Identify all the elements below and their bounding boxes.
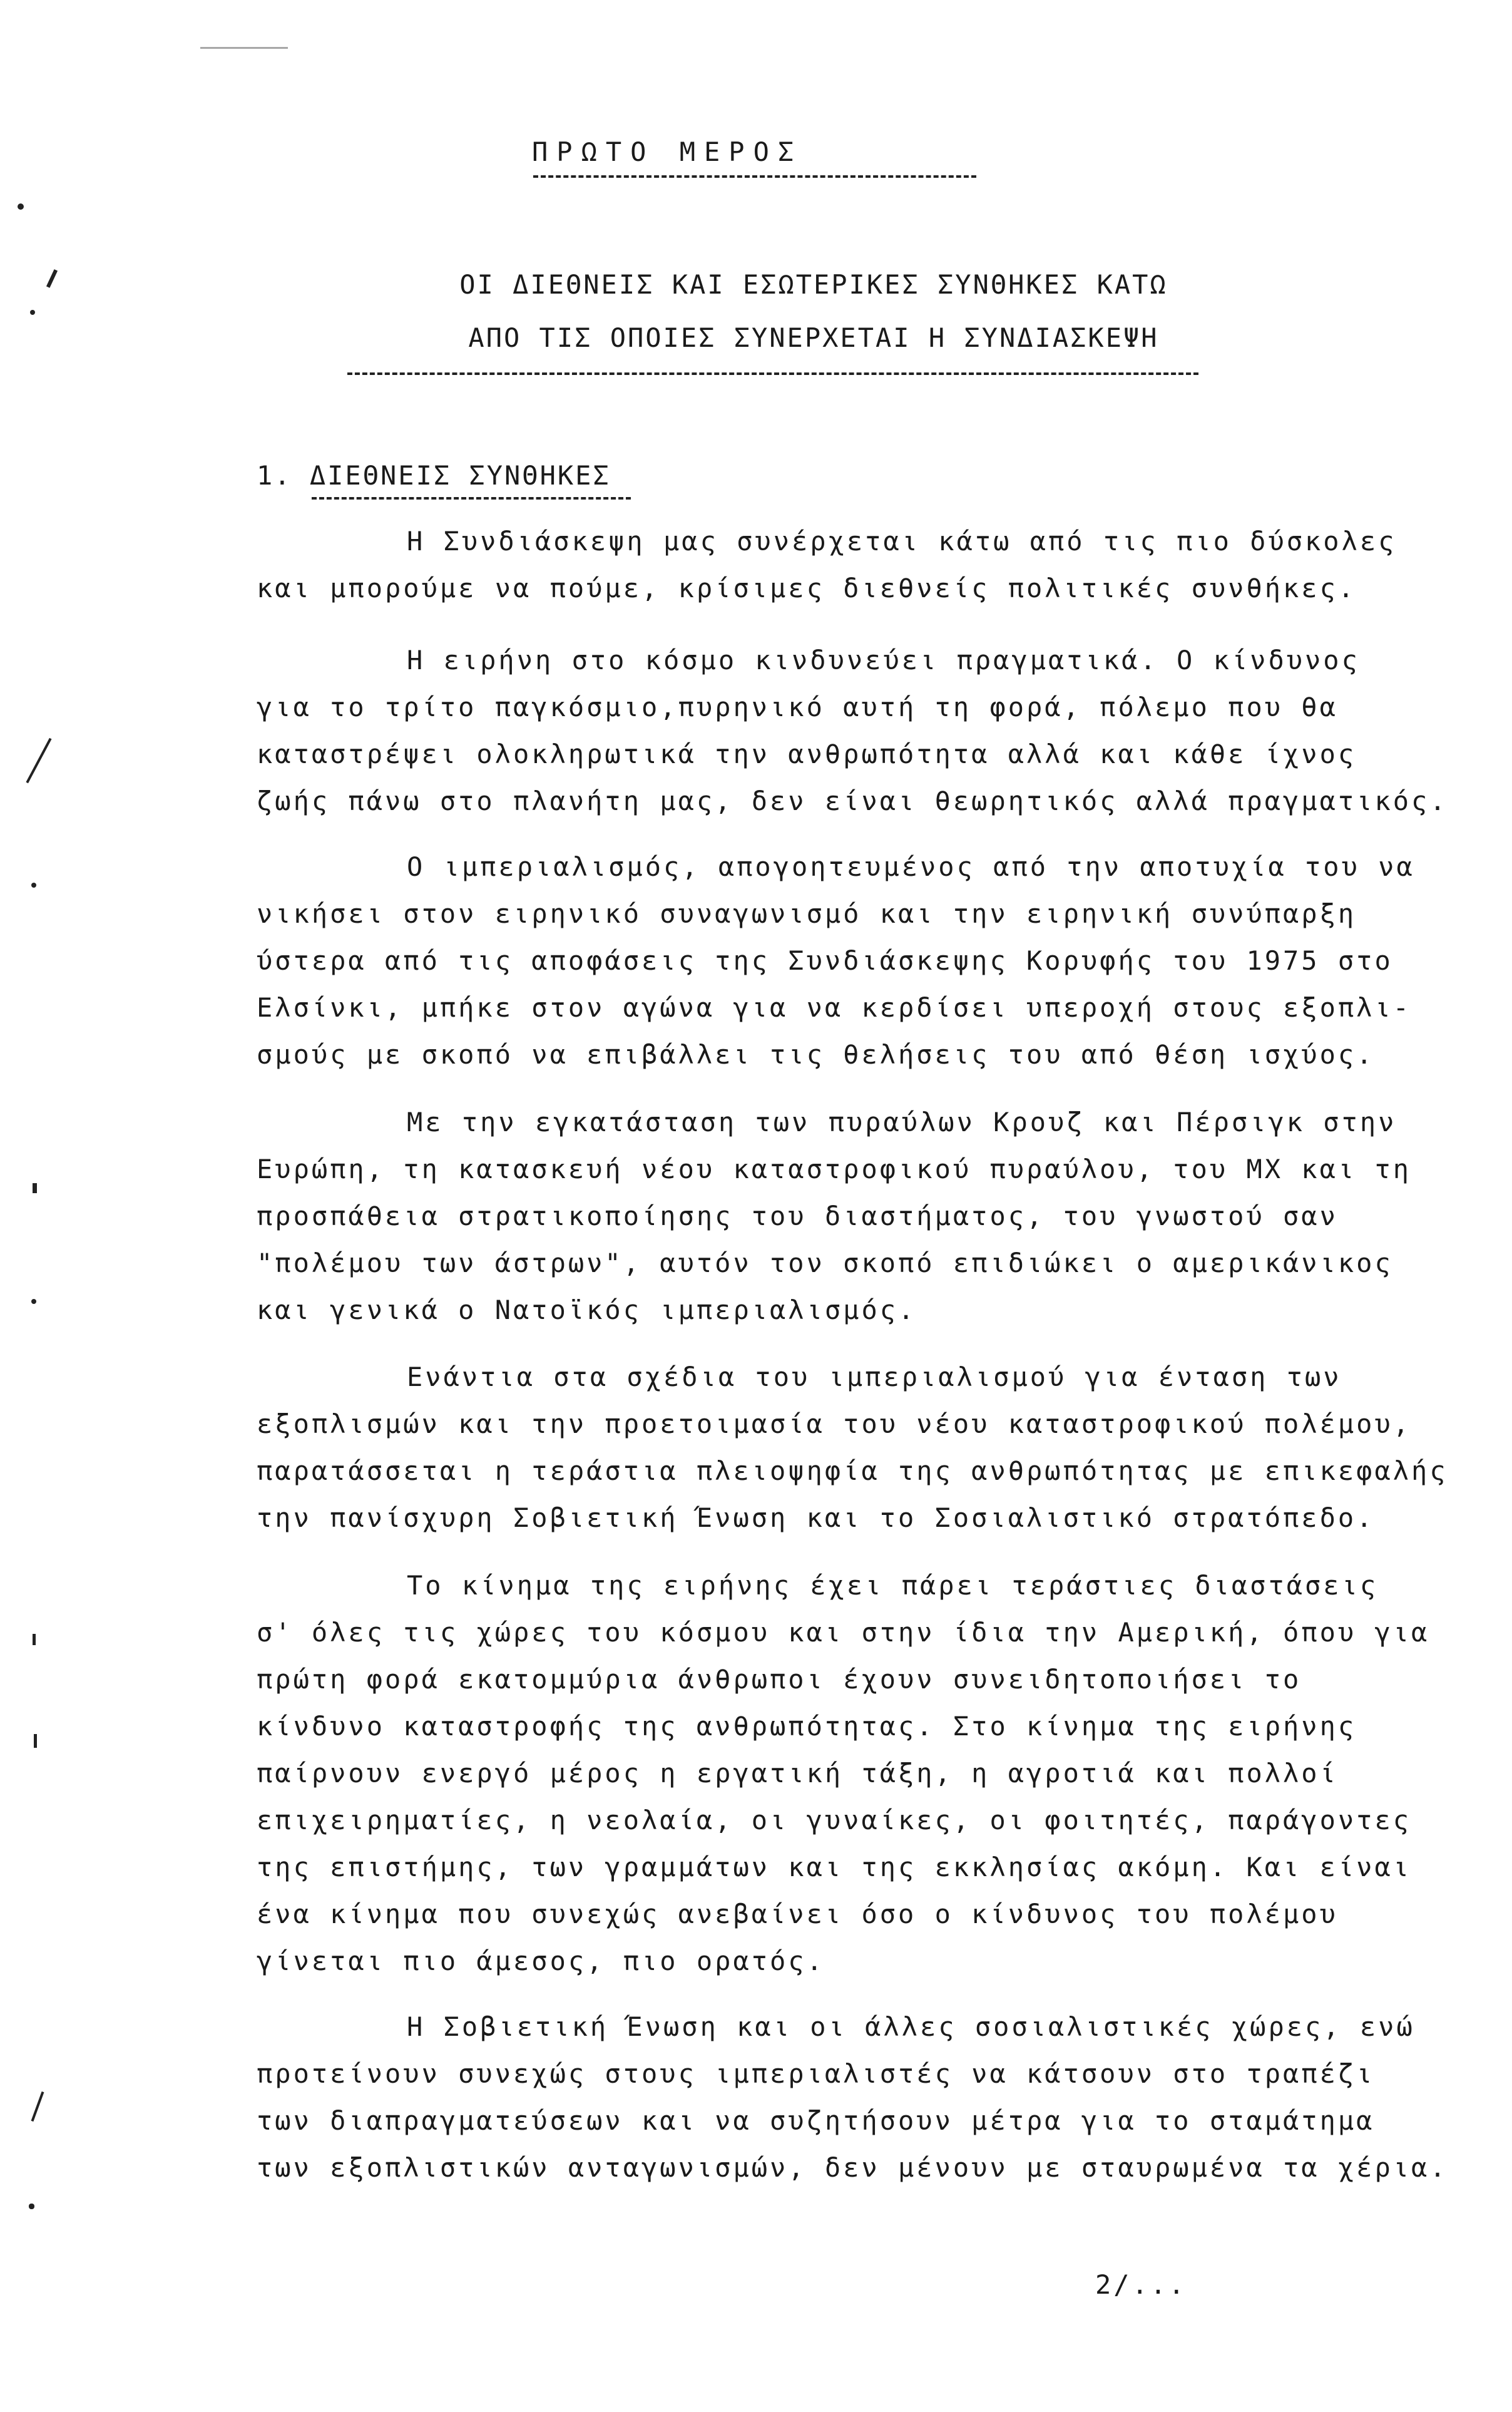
scan-speck: [46, 269, 58, 288]
scan-speck: [33, 1183, 37, 1193]
paragraph-line: των εξοπλιστικών ανταγωνισμών, δεν μένουν με σταυρωμένα τα χέρια.: [257, 2152, 1448, 2183]
paragraph-line: Ελσίνκι, μπήκε στον αγώνα για να κερδίσει υπεροχή στους εξοπλι-: [257, 992, 1412, 1023]
paragraph-line: προσπάθεια στρατικοποίησης του διαστήματος, του γνωστού σαν: [257, 1201, 1338, 1231]
paragraph-line: της επιστήμης, των γραμμάτων και της εκκλησίας ακόμη. Και είναι: [257, 1852, 1412, 1882]
paragraph-line: νικήσει στον ειρηνικό συναγωνισμό και την ειρηνική συνύπαρξη: [257, 898, 1357, 929]
paragraph-line: σμούς με σκοπό να επιβάλλει τις θελήσεις του από θέση ισχύος.: [257, 1039, 1375, 1070]
paragraph-line: ζωής πάνω στο πλανήτη μας, δεν είναι θεωρητικός αλλά πραγματικός.: [257, 786, 1448, 816]
part-title-underline: [533, 175, 976, 178]
paragraph-line: την πανίσχυρη Σοβιετική Ένωση και το Σοσιαλιστικό στρατόπεδο.: [257, 1502, 1375, 1533]
paragraph-line: για το τρίτο παγκόσμιο,πυρηνικό αυτή τη φορά, πόλεμο που θα: [257, 692, 1338, 722]
scan-speck: [30, 310, 35, 315]
page-continuation-marker: 2/...: [1095, 2269, 1187, 2300]
scan-speck: [34, 1734, 37, 1748]
paragraph-line: Το κίνημα της ειρήνης έχει πάρει τεράστιες διαστάσεις: [407, 1570, 1379, 1601]
subtitle-underline: [347, 372, 1198, 375]
paragraph-line: παίρνουν ενεργό μέρος η εργατική τάξη, η αγροτιά και πολλοί: [257, 1758, 1338, 1788]
section-heading-underline: [312, 497, 631, 500]
scan-stroke: [26, 738, 51, 784]
paragraph-line: επιχειρηματίες, η νεολαία, οι γυναίκες, οι φοιτητές, παράγοντες: [257, 1805, 1412, 1835]
part-title: ΠΡΩΤΟ ΜΕΡΟΣ: [532, 136, 803, 167]
paragraph-line: "πολέμου των άστρων", αυτόν τον σκοπό επιδιώκει ο αμερικάνικος: [257, 1248, 1393, 1278]
paragraph-line: καταστρέψει ολοκληρωτικά την ανθρωπότητα αλλά και κάθε ίχνος: [257, 739, 1357, 769]
paragraph-line: κίνδυνο καταστροφής της ανθρωπότητας. Στο κίνημα της ειρήνης: [257, 1711, 1357, 1742]
paragraph-line: εξοπλισμών και την προετοιμασία του νέου καταστροφικού πολέμου,: [257, 1409, 1412, 1439]
paragraph-line: Η Συνδιάσκεψη μας συνέρχεται κάτω από τις πιο δύσκολες: [407, 526, 1397, 557]
paragraph-line: γίνεται πιο άμεσος, πιο ορατός.: [257, 1946, 825, 1976]
part-subtitle-line-2: ΑΠΟ ΤΙΣ ΟΠΟΙΕΣ ΣΥΝΕΡΧΕΤΑΙ Η ΣΥΝΔΙΑΣΚΕΨΗ: [468, 322, 1159, 353]
paragraph-line: Η Σοβιετική Ένωση και οι άλλες σοσιαλιστικές χώρες, ενώ: [407, 2011, 1415, 2042]
paragraph-line: σ' όλες τις χώρες του κόσμου και στην ίδια την Αμερική, όπου για: [257, 1617, 1430, 1648]
paragraph-line: προτείνουν συνεχώς στους ιμπεριαλιστές να κάτσουν στο τραπέζι: [257, 2058, 1375, 2089]
paragraph-line: και γενικά ο Νατοϊκός ιμπεριαλισμός.: [257, 1295, 917, 1325]
scan-speck: [33, 1634, 36, 1645]
paragraph-line: Η ειρήνη στο κόσμο κινδυνεύει πραγματικά. Ο κίνδυνος: [407, 645, 1360, 675]
paragraph-line: ύστερα από τις αποφάσεις της Συνδιάσκεψης Κορυφής του 1975 στο: [257, 945, 1393, 976]
paragraph-line: Ενάντια στα σχέδια του ιμπεριαλισμού για ένταση των: [407, 1362, 1342, 1392]
paragraph-line: παρατάσσεται η τεράστια πλειοψηφία της ανθρωπότητας με επικεφαλής: [257, 1455, 1448, 1486]
section-heading: 1. ΔΙΕΘΝΕΙΣ ΣΥΝΘΗΚΕΣ: [257, 460, 611, 491]
part-subtitle-line-1: ΟΙ ΔΙΕΘΝΕΙΣ ΚΑΙ ΕΣΩΤΕΡΙΚΕΣ ΣΥΝΘΗΚΕΣ ΚΑΤΩ: [459, 269, 1168, 300]
paragraph-line: Ευρώπη, τη κατασκευή νέου καταστροφικού πυραύλου, του ΜΧ και τη: [257, 1154, 1412, 1184]
scan-speck: [18, 203, 24, 210]
scan-speck: [29, 2204, 34, 2209]
paragraph-line: Ο ιμπεριαλισμός, απογοητευμένος από την αποτυχία του να: [407, 851, 1415, 882]
paragraph-line: ένα κίνημα που συνεχώς ανεβαίνει όσο ο κίνδυνος του πολέμου: [257, 1899, 1338, 1929]
scan-speck: [200, 47, 288, 49]
paragraph-line: Με την εγκατάσταση των πυραύλων Κρουζ και Πέρσιγκ στην: [407, 1107, 1397, 1137]
scan-speck: [31, 883, 36, 888]
paragraph-line: πρώτη φορά εκατομμύρια άνθρωποι έχουν συνειδητοποιήσει το: [257, 1664, 1302, 1695]
paragraph-line: των διαπραγματεύσεων και να συζητήσουν μέτρα για το σταμάτημα: [257, 2105, 1375, 2136]
paragraph-line: και μπορούμε να πούμε, κρίσιμες διεθνείς πολιτικές συνθήκες.: [257, 573, 1357, 603]
scan-stroke: [31, 2091, 44, 2122]
scan-speck: [31, 1299, 36, 1304]
